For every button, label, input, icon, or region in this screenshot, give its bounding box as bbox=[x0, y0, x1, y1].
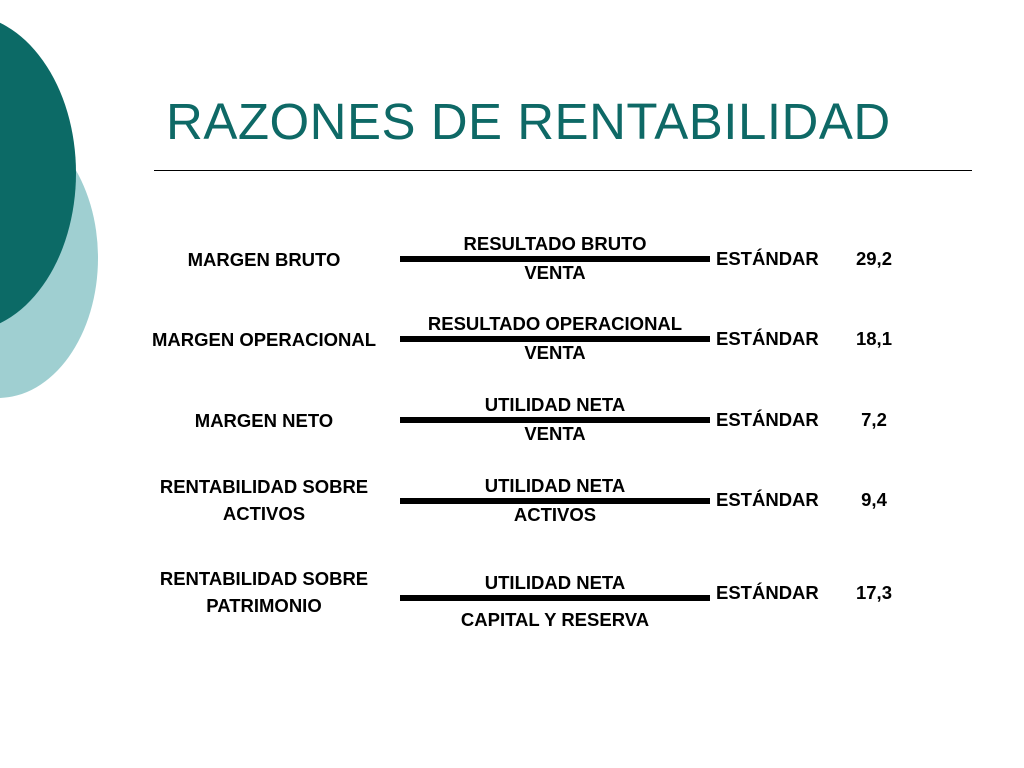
ratio-row-rentabilidad-activos bbox=[0, 460, 1024, 540]
standard-label: ESTÁNDAR bbox=[716, 582, 819, 603]
title-divider bbox=[154, 170, 972, 171]
standard-value: 17,3 bbox=[855, 582, 892, 603]
standard-value: 29,2 bbox=[855, 248, 892, 269]
ratio-name-line1: RENTABILIDAD SOBRE bbox=[159, 476, 369, 497]
slide-title: RAZONES DE RENTABILIDAD bbox=[166, 93, 891, 150]
ratio-row-margen-bruto bbox=[0, 219, 1024, 299]
ratio-name bbox=[146, 299, 382, 379]
standard-label: ESTÁNDAR bbox=[716, 328, 819, 349]
ratio-name-line2: PATRIMONIO bbox=[206, 595, 322, 616]
standard-value: 7,2 bbox=[861, 409, 887, 430]
standard-value: 18,1 bbox=[855, 328, 892, 349]
ratio-numerator: RESULTADO OPERACIONAL bbox=[427, 313, 683, 334]
ratio-name-line1: RENTABILIDAD SOBRE bbox=[159, 568, 369, 589]
ratio-numerator: RESULTADO BRUTO bbox=[463, 233, 647, 254]
ratio-denominator: VENTA bbox=[524, 342, 586, 363]
ratio-denominator: ACTIVOS bbox=[513, 504, 597, 525]
ratio-row-rentabilidad-patrimonio bbox=[0, 552, 1024, 632]
ratio-row-margen-neto bbox=[0, 380, 1024, 460]
ratio-denominator: VENTA bbox=[524, 262, 586, 283]
ratio-name bbox=[146, 460, 382, 540]
ratio-numerator: UTILIDAD NETA bbox=[484, 572, 626, 593]
ratio-name-line1: MARGEN NETO bbox=[194, 409, 334, 431]
ratio-name bbox=[146, 219, 382, 299]
ratio-name bbox=[146, 552, 382, 632]
standard-label: ESTÁNDAR bbox=[716, 409, 819, 430]
ratio-numerator: UTILIDAD NETA bbox=[484, 394, 626, 415]
ratio-name-line1: MARGEN BRUTO bbox=[187, 248, 341, 270]
ratio-numerator: UTILIDAD NETA bbox=[484, 475, 626, 496]
ratio-name-line1: MARGEN OPERACIONAL bbox=[151, 328, 377, 350]
ratio-denominator: VENTA bbox=[524, 423, 586, 444]
ratio-name-line2: ACTIVOS bbox=[222, 503, 306, 524]
ratio-denominator: CAPITAL Y RESERVA bbox=[460, 609, 650, 630]
standard-value: 9,4 bbox=[861, 489, 887, 510]
fraction-bar bbox=[400, 595, 710, 601]
standard-label: ESTÁNDAR bbox=[716, 489, 819, 510]
ratio-row-margen-operacional bbox=[0, 299, 1024, 379]
ratio-name bbox=[146, 380, 382, 460]
standard-label: ESTÁNDAR bbox=[716, 248, 819, 269]
